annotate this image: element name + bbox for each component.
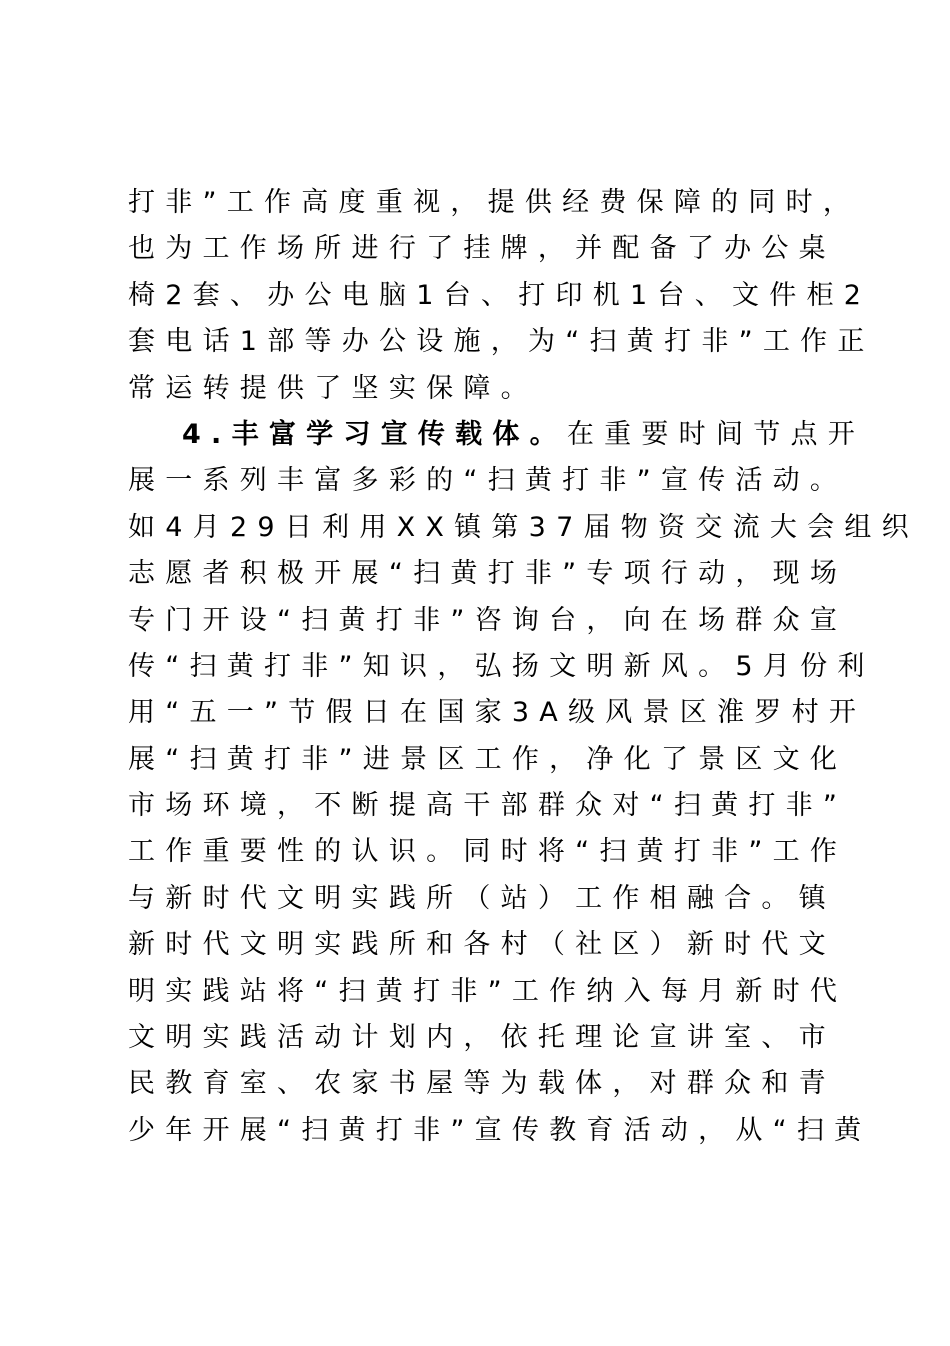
text-line: 市场环境，不断提高干部群众对“扫黄打非”	[128, 790, 848, 822]
section-heading: 4.丰富学习宣传载体。	[182, 418, 567, 450]
text-line: 志愿者积极开展“扫黄打非”专项行动，现场	[128, 558, 848, 590]
text-line: 专门开设“扫黄打非”咨询台，向在场群众宣	[128, 604, 848, 636]
text-line: 新时代文明实践所和各村（社区）新时代文	[128, 929, 836, 961]
body-text	[128, 180, 919, 1154]
text-line: 套电话1部等办公设施，为“扫黄打非”工作正	[128, 326, 875, 358]
text-line: 打非”工作高度重视，提供经费保障的同时，	[128, 187, 861, 218]
text-line: 展一系列丰富多彩的“扫黄打非”宣传活动。	[128, 465, 848, 497]
text-line: 常运转提供了坚实保障。	[128, 372, 538, 404]
text-line: 明实践站将“扫黄打非”工作纳入每月新时代	[128, 975, 848, 1007]
text-line: 椅2套、办公电脑1台、打印机1台、文件柜2	[128, 279, 872, 311]
text-line: 用“五一”节假日在国家3A级风景区淮罗村开	[128, 697, 867, 729]
section-heading-line	[128, 412, 865, 458]
heading-line-text: 在重要时间节点开	[566, 418, 865, 450]
text-line: 民教育室、农家书屋等为载体，对群众和青	[128, 1068, 836, 1100]
text-line: 少年开展“扫黄打非”宣传教育活动，从“扫黄	[128, 1114, 872, 1146]
text-line: 文明实践活动计划内，依托理论宣讲室、市	[128, 1022, 836, 1054]
text-line: 与新时代文明实践所（站）工作相融合。镇	[128, 882, 836, 914]
text-line: 工作重要性的认识。同时将“扫黄打非”工作	[128, 836, 848, 868]
text-line: 如4月29日利用XX镇第37届物资交流大会组织	[128, 511, 919, 543]
text-line: 也为工作场所进行了挂牌，并配备了办公桌	[128, 233, 836, 265]
text-line: 展“扫黄打非”进景区工作，净化了景区文化	[128, 743, 848, 775]
text-line: 传“扫黄打非”知识，弘扬文明新风。5月份利	[128, 650, 875, 682]
